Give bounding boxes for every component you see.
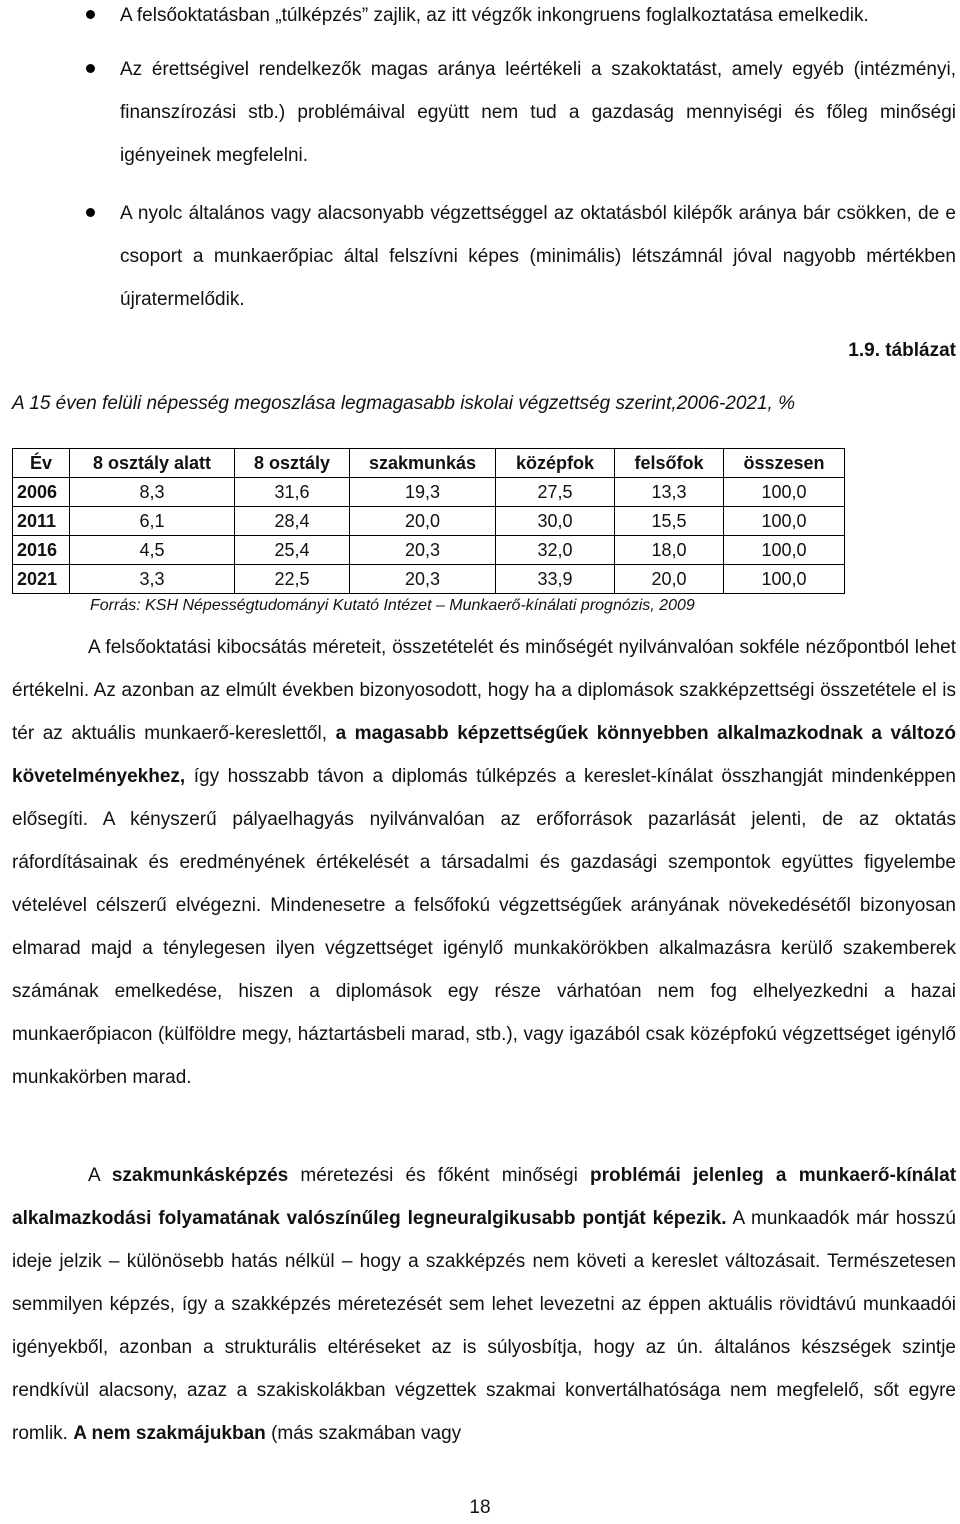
value-cell: 100,0 (724, 507, 845, 536)
value-cell: 30,0 (496, 507, 615, 536)
value-cell: 32,0 (496, 536, 615, 565)
year-cell: 2011 (13, 507, 70, 536)
paragraph-emphasis: a magasabb képzettségűek könnyebben alkalmazkodnak a változó követelményekhez, (12, 723, 957, 787)
paragraph-text: A (88, 1165, 100, 1186)
header-cell: szakmunkás (350, 449, 496, 478)
paragraph-text: (más szakmában vagy (271, 1423, 462, 1444)
table-row (13, 536, 845, 565)
paragraph-emphasis: szakmunkásképzés (111, 1165, 289, 1186)
paragraph (12, 1154, 956, 1455)
value-cell: 20,3 (350, 565, 496, 594)
value-cell: 100,0 (724, 565, 845, 594)
bullet-item (120, 48, 956, 177)
value-cell: 31,6 (235, 478, 350, 507)
paragraph-text: A felsőoktatási kibocsátás méreteit, összetételét és minőségét nyilvánvalóan sokféle nézőpontból lehet értékelni. Az azonban az elmúlt években bizonyosodott, hogy ha a diplomások szakképzettségi összetétele el is tér az aktuális munkaerő-kereslettől, (12, 637, 956, 744)
header-cell: 8 osztály (235, 449, 350, 478)
value-cell: 3,3 (70, 565, 235, 594)
year-cell: 2006 (13, 478, 70, 507)
table-row (13, 478, 845, 507)
table-number-label: 1.9. táblázat (848, 340, 956, 361)
table-row (13, 565, 845, 594)
paragraph-text: A munkaadók már hosszú ideje jelzik – különösebb hatás nélkül – hogy a szakképzés nem követi a kereslet változásait. Természetesen semmilyen képzés, így a szakképzés méretezését sem lehet levezetni az éppen aktuális rövidtávú munkaadói igényekből, azonban a strukturális eltéréseket az is súlyosbítja, hogy az ún. általános készségek szintje rendkívül alacsony, azaz a szakiskolákban végzettek szakmai konvertálhatósága nem megfelelő, sőt egyre romlik. (12, 1208, 956, 1444)
value-cell: 100,0 (724, 536, 845, 565)
paragraph-emphasis: problémái jelenleg a munkaerő-kínálat alkalmazkodási folyamatának valószínűleg legneuralgikusabb pontját képezik. (12, 1165, 957, 1229)
value-cell: 20,3 (350, 536, 496, 565)
paragraph-text: így hosszabb távon a diplomás túlképzés a kereslet-kínálat összhangját mindenképpen elősegíti. A kényszerű pályaelhagyás nyilvánvalóan az erőforrások pazarlását jelenti, de az oktatás ráfordításainak és eredményének értékelését a társadalmi és gazdasági szempontok együttes figyelembe vételével célszerű elvégezni. Mindenesetre a felsőfokú végzettségűek arányának növekedésétől bizonyosan elmarad majd a ténylegesen ilyen végzettséget igénylő munkakörökben alkalmazásra kerülő szakemberek számának emelkedése, hiszen a diplomások egy része várhatóan nem fog elhelyezkedni a hazai munkaerőpiacon (külföldre megy, háztartásbeli marad, stb.), vagy igazából csak középfokú végzettséget igénylő munkakörben marad. (12, 766, 956, 1088)
table-source: Forrás: KSH Népességtudományi Kutató Intézet – Munkaerő-kínálati prognózis, 2009 (90, 597, 695, 614)
value-cell: 19,3 (350, 478, 496, 507)
table-caption: A 15 éven felüli népesség megoszlása legmagasabb iskolai végzettség szerint,2006-2021, % (12, 393, 795, 414)
bullet-dot-icon (86, 10, 95, 19)
bullet-text: A nyolc általános vagy alacsonyabb végzettséggel az oktatásból kilépők aránya bár csökken, de e csoport a munkaerőpiac által felszívni képes (minimális) létszámnál jóval nagyobb mértékben újratermelődik. (120, 203, 956, 310)
header-cell: Év (13, 449, 70, 478)
bullet-dot-icon (86, 64, 95, 73)
year-cell: 2021 (13, 565, 70, 594)
value-cell: 22,5 (235, 565, 350, 594)
header-cell: 8 osztály alatt (70, 449, 235, 478)
table-header-row (13, 449, 845, 478)
value-cell: 13,3 (615, 478, 724, 507)
value-cell: 6,1 (70, 507, 235, 536)
paragraph (12, 626, 956, 1099)
education-table (12, 448, 845, 594)
value-cell: 28,4 (235, 507, 350, 536)
value-cell: 18,0 (615, 536, 724, 565)
value-cell: 100,0 (724, 478, 845, 507)
table-row (13, 507, 845, 536)
value-cell: 33,9 (496, 565, 615, 594)
value-cell: 27,5 (496, 478, 615, 507)
bullet-text: Az érettségivel rendelkezők magas aránya leértékeli a szakoktatást, amely egyéb (intézményi, finanszírozási stb.) problémáival együtt nem tud a gazdaság mennyiségi és főleg minőségi igényeinek megfelelni. (120, 59, 956, 166)
value-cell: 25,4 (235, 536, 350, 565)
year-cell: 2016 (13, 536, 70, 565)
value-cell: 20,0 (615, 565, 724, 594)
value-cell: 8,3 (70, 478, 235, 507)
paragraph-text: méretezési és főként minőségi (300, 1165, 578, 1186)
header-cell: felsőfok (615, 449, 724, 478)
value-cell: 4,5 (70, 536, 235, 565)
header-cell: középfok (496, 449, 615, 478)
bullet-dot-icon (86, 208, 95, 217)
paragraph-emphasis: A nem szakmájukban (73, 1423, 266, 1444)
header-cell: összesen (724, 449, 845, 478)
page-number: 18 (469, 1497, 491, 1518)
value-cell: 20,0 (350, 507, 496, 536)
value-cell: 15,5 (615, 507, 724, 536)
bullet-item (120, 192, 956, 321)
bullet-text: A felsőoktatásban „túlképzés” zajlik, az itt végzők inkongruens foglalkoztatása emelkedik. (120, 5, 869, 26)
bullet-item (120, 0, 956, 37)
